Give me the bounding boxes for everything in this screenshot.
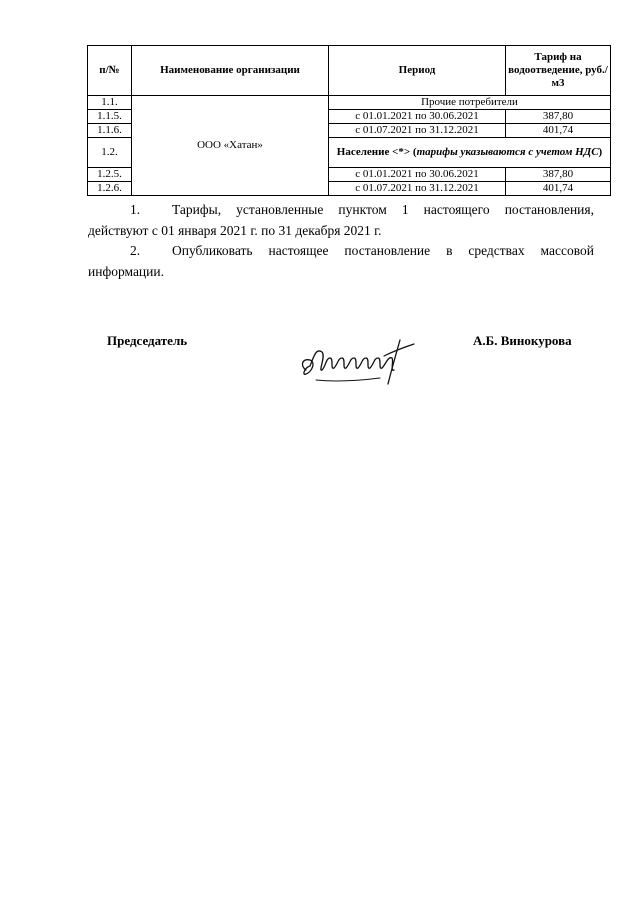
header-tariff: Тариф на водоотведение, руб./м3 [506, 46, 611, 96]
paragraph-2 [88, 240, 594, 282]
org-name-cell: ООО «Хатан» [132, 96, 329, 196]
signatory-name: А.Б. Винокурова [473, 333, 572, 348]
row-num: 1.2.6. [88, 182, 132, 196]
row-num: 1.2.5. [88, 168, 132, 182]
group-num: 1.1. [88, 96, 132, 110]
row-value: 387,80 [506, 110, 611, 124]
group-title-bold: Население <*> ( [336, 146, 417, 158]
group-title-italic: тарифы указываются с учетом НДС [416, 146, 599, 158]
row-period: с 01.07.2021 по 31.12.2021 [329, 182, 506, 196]
tariff-table [87, 45, 611, 196]
row-value: 387,80 [506, 168, 611, 182]
paragraph-text: Опубликовать настоящее постановление в средствах массовой информации. [88, 243, 594, 279]
table-row [88, 96, 611, 110]
group-title-end: ) [598, 146, 603, 158]
paragraph-1 [88, 199, 594, 241]
row-num: 1.1.6. [88, 124, 132, 138]
row-period: с 01.07.2021 по 31.12.2021 [329, 124, 506, 138]
signatory-position: Председатель [107, 333, 188, 348]
row-value: 401,74 [506, 182, 611, 196]
header-org: Наименование организации [132, 46, 329, 96]
table-header-row [88, 46, 611, 96]
paragraph-number: 2. [130, 243, 141, 258]
handwritten-signature [296, 336, 420, 386]
paragraph-text: Тарифы, установленные пунктом 1 настоящего постановления, действуют с 01 января 2021 г. по 31 декабря 2021 г. [88, 202, 594, 238]
group-num: 1.2. [88, 138, 132, 168]
header-num: п/№ [88, 46, 132, 96]
group-title: Прочие потребители [329, 96, 611, 110]
row-num: 1.1.5. [88, 110, 132, 124]
row-period: с 01.01.2021 по 30.06.2021 [329, 168, 506, 182]
group-title [329, 138, 611, 168]
row-period: с 01.01.2021 по 30.06.2021 [329, 110, 506, 124]
header-period: Период [329, 46, 506, 96]
paragraph-number: 1. [130, 202, 141, 217]
row-value: 401,74 [506, 124, 611, 138]
